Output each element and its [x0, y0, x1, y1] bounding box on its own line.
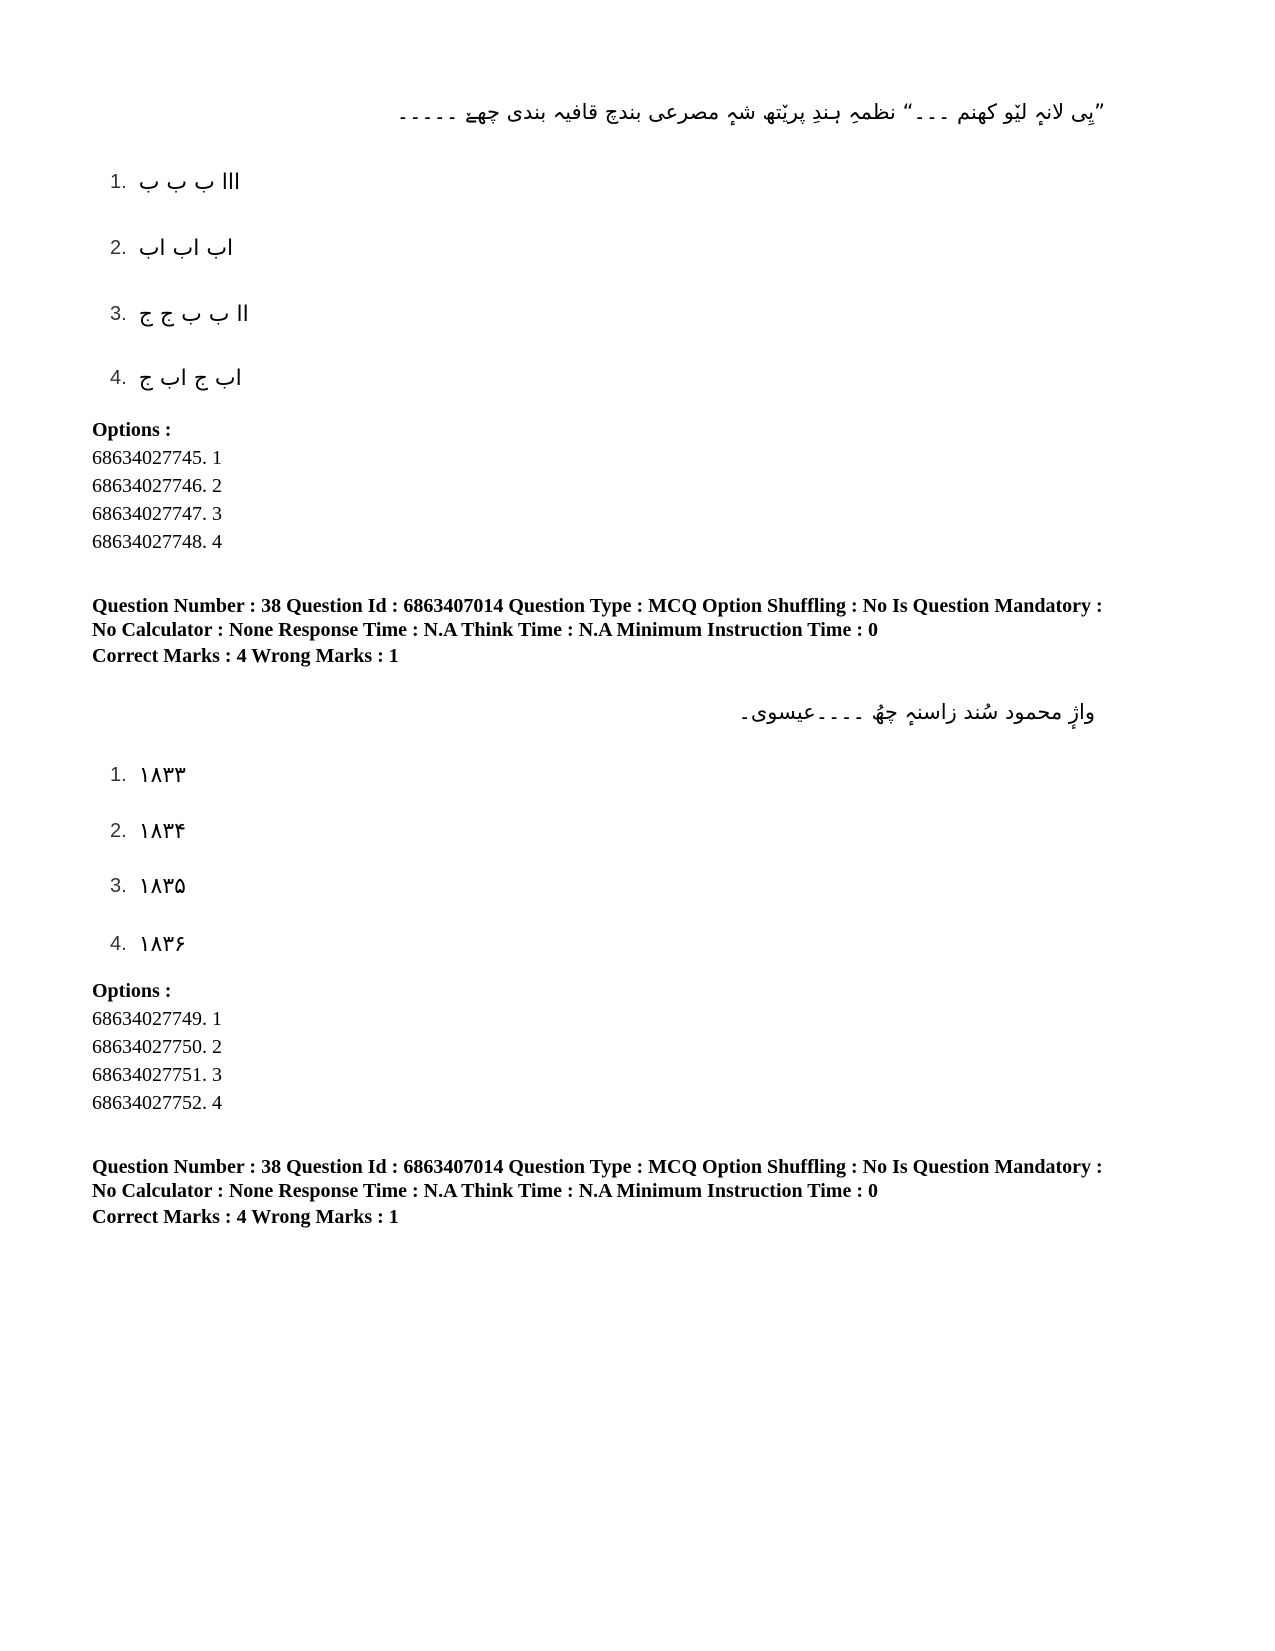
meta-line: Question Number : 38 Question Id : 6863407014 Question Type : MCQ Option Shuffling : No Is Question Mandatory : — [92, 1156, 1103, 1178]
choice-item — [110, 170, 240, 195]
option-id: 68634027745. 1 — [92, 447, 222, 469]
choice-number: 3. — [110, 303, 127, 325]
question-meta — [92, 594, 1202, 642]
meta-line: No Calculator : None Response Time : N.A Think Time : N.A Minimum Instruction Time : 0 — [92, 619, 878, 641]
option-id: 68634027748. 4 — [92, 531, 222, 553]
choice-number: 2. — [110, 820, 127, 842]
choice-number: 4. — [110, 367, 127, 389]
question-stem: ”یِی لانہٕ لیٚو کھنم ۔۔۔“ نظمہِ ہندِ پریٚتھ شہٕ مصرعی بندچ قافیہ بندی چھےٚ ۔۔۔۔۔ — [396, 100, 1105, 124]
choice-text: اب ج اب ج — [138, 366, 242, 391]
option-id: 68634027751. 3 — [92, 1064, 222, 1086]
choice-item — [110, 763, 186, 788]
option-id: 68634027752. 4 — [92, 1092, 222, 1114]
choice-item — [110, 874, 186, 899]
choice-text: ۱۸۳۵ — [138, 874, 186, 899]
choice-item — [110, 236, 233, 261]
choice-text: ۱۸۳۳ — [138, 763, 186, 788]
options-label: Options : — [92, 419, 172, 441]
option-id: 68634027750. 2 — [92, 1036, 222, 1058]
choice-item — [110, 932, 186, 957]
option-id: 68634027747. 3 — [92, 503, 222, 525]
option-id: 68634027749. 1 — [92, 1008, 222, 1030]
choice-text: اب اب اب — [138, 236, 234, 261]
choice-number: 3. — [110, 875, 127, 897]
options-label: Options : — [92, 980, 172, 1002]
meta-line: Question Number : 38 Question Id : 6863407014 Question Type : MCQ Option Shuffling : No Is Question Mandatory : — [92, 595, 1103, 617]
choice-text: ااا ب ب ب — [138, 170, 241, 195]
choice-number: 1. — [110, 764, 127, 786]
choice-text: ۱۸۳۴ — [138, 819, 186, 844]
choice-item — [110, 819, 186, 844]
marks-line: Correct Marks : 4 Wrong Marks : 1 — [92, 1206, 399, 1228]
choice-number: 1. — [110, 171, 127, 193]
choice-text: ۱۸۳۶ — [138, 932, 186, 957]
question-stem: واژٕ محمود سُند زاسنہٕ چھُ ۔۔۔۔عیسوی۔ — [738, 700, 1095, 724]
meta-line: No Calculator : None Response Time : N.A Think Time : N.A Minimum Instruction Time : 0 — [92, 1180, 878, 1202]
choice-item — [110, 366, 242, 391]
option-id: 68634027746. 2 — [92, 475, 222, 497]
marks-line: Correct Marks : 4 Wrong Marks : 1 — [92, 645, 399, 667]
choice-text: اا ب ب ج ج — [138, 302, 249, 327]
choice-item — [110, 302, 249, 327]
options-block — [92, 416, 222, 556]
choice-number: 2. — [110, 237, 127, 259]
choice-number: 4. — [110, 933, 127, 955]
question-meta — [92, 1155, 1202, 1203]
options-block — [92, 977, 222, 1117]
